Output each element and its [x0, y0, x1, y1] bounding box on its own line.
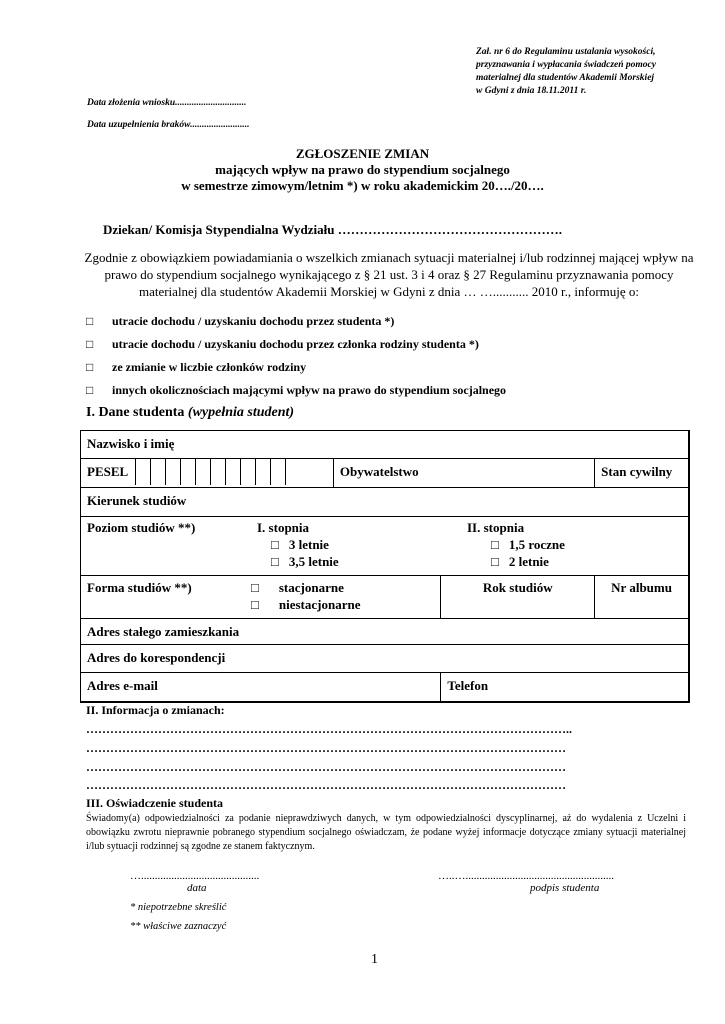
date-submitted[interactable]: Data złożenia wniosku..............................: [87, 98, 247, 108]
level2-option-1[interactable]: □ 1,5 roczne: [491, 537, 565, 552]
study-level: Poziom studiów **) I. stopnia □ 3 letnie □ 3,5 letnie II. stopnia □ 1,5 roczne □ 2 letnie: [81, 517, 690, 576]
note-line: materialnej dla studentów Akademii Morskiej: [476, 73, 655, 83]
mode-option-1[interactable]: □ stacjonarne: [251, 580, 344, 595]
dean-line: Dziekan/ Komisja Stypendialna Wydziału …………………………………………….: [103, 222, 563, 237]
page-number: 1: [371, 952, 378, 967]
student-data-table: [80, 430, 690, 703]
title-line-2: mających wpływ na prawo do stypendium socjalnego: [215, 162, 510, 177]
option-income-student[interactable]: [86, 314, 394, 329]
note-line: w Gdyni z dnia 18.11.2011 r.: [476, 86, 587, 96]
date-completed[interactable]: Data uzupełnienia braków.........................: [87, 120, 250, 130]
citizenship-field[interactable]: Obywatelstwo: [333, 459, 594, 488]
changes-line-2[interactable]: …………………………………………………………………………………………………………: [86, 741, 566, 755]
study-mode: Forma studiów **) □ stacjonarne □ niestacjonarne: [81, 576, 441, 619]
title-line-3: w semestrze zimowym/letnim *) w roku akademickim 20…./20….: [181, 178, 544, 193]
intro-paragraph: Zgodnie z obowiązkiem powiadamiania o wszelkich zmianach sytuacji materialnej i/lub rodzinnej mającej wpływ na prawo do stypendium socjalnego wynikającego z § 21 ust. 3 i 4 oraz § 27 Regulaminu przyznawania pomocy materialnej dla studentów Akademii Morskiej w Gdyni z dnia … …........... 2010 r., informuję o:: [84, 250, 694, 299]
option-income-family[interactable]: [86, 337, 479, 352]
phone-field[interactable]: Telefon: [441, 673, 689, 702]
section-student-data-title: I. Dane studenta (wypełnia student): [86, 405, 295, 420]
permanent-address-field[interactable]: Adres stałego zamieszkania: [81, 619, 690, 645]
level1-option-1[interactable]: □ 3 letnie: [271, 537, 329, 552]
form-title: [0, 146, 725, 194]
changes-line-3[interactable]: …………………………………………………………………………………………………………: [86, 760, 566, 774]
option-label: utracie dochodu / uzyskaniu dochodu przez członka rodziny studenta *): [112, 337, 479, 351]
date-signature-line[interactable]: …...........................................: [130, 870, 260, 882]
checkbox-icon[interactable]: □: [86, 337, 94, 351]
level1-option-2[interactable]: □ 3,5 letnie: [271, 554, 339, 569]
date-label: data: [187, 882, 207, 894]
section-changes-title: II. Informacja o zmianach:: [86, 703, 225, 717]
pesel-field[interactable]: PESEL: [81, 459, 334, 488]
field-of-study[interactable]: Kierunek studiów: [81, 488, 690, 517]
level2-option-2[interactable]: □ 2 letnie: [491, 554, 549, 569]
footnote-cross-out: * niepotrzebne skreślić: [130, 902, 227, 913]
title-line-1: ZGŁOSZENIE ZMIAN: [295, 146, 430, 161]
album-number-field[interactable]: Nr albumu: [595, 576, 689, 619]
email-field[interactable]: Adres e-mail: [81, 673, 441, 702]
checkbox-icon[interactable]: □: [86, 314, 94, 328]
marital-status-field[interactable]: Stan cywilny: [595, 459, 689, 488]
note-line: przyznawania i wypłacania świadczeń pomocy: [476, 60, 656, 70]
option-label: utracie dochodu / uzyskaniu dochodu przez studenta *): [112, 314, 395, 328]
correspondence-address-field[interactable]: Adres do korespondencji: [81, 645, 690, 673]
changes-line-1[interactable]: …………………………………………………………………………………………………………..: [86, 722, 572, 736]
study-year-field[interactable]: Rok studiów: [441, 576, 595, 619]
declaration-text: Świadomy(a) odpowiedzialności za podanie nieprawdziwych danych, w tym odpowiedzialności dyscyplinarnej, aż do wydalenia z Uczelni i obowiązku zwrotu nieprawnie pobranego stypendium socjalnego oświadczam, że podane wyżej informacje dotyczące zmiany sytuacji materialnej i/lub sytuacji rodzinnej są zgodne ze stanem faktycznym.: [86, 813, 686, 852]
option-label: innych okolicznościach mającymi wpływ na prawo do stypendium socjalnego: [112, 383, 507, 397]
student-signature-line[interactable]: …..…......................................................: [438, 870, 614, 882]
footnote-mark: ** właściwe zaznaczyć: [130, 921, 227, 932]
option-label: ze zmianie w liczbie członków rodziny: [112, 360, 307, 374]
changes-line-4[interactable]: …………………………………………………………………………………………………………: [86, 778, 566, 792]
signature-label: podpis studenta: [530, 882, 600, 894]
section-declaration-title: III. Oświadczenie studenta: [86, 796, 224, 810]
note-line: Zał. nr 6 do Regulaminu ustalania wysokości,: [476, 47, 656, 57]
name-field[interactable]: Nazwisko i imię: [81, 431, 690, 459]
checkbox-icon[interactable]: □: [86, 383, 94, 397]
option-family-size[interactable]: [86, 360, 306, 375]
checkbox-icon[interactable]: □: [86, 360, 94, 374]
option-other[interactable]: [86, 383, 506, 398]
regulation-note: [476, 46, 716, 98]
mode-option-2[interactable]: □ niestacjonarne: [251, 597, 361, 612]
